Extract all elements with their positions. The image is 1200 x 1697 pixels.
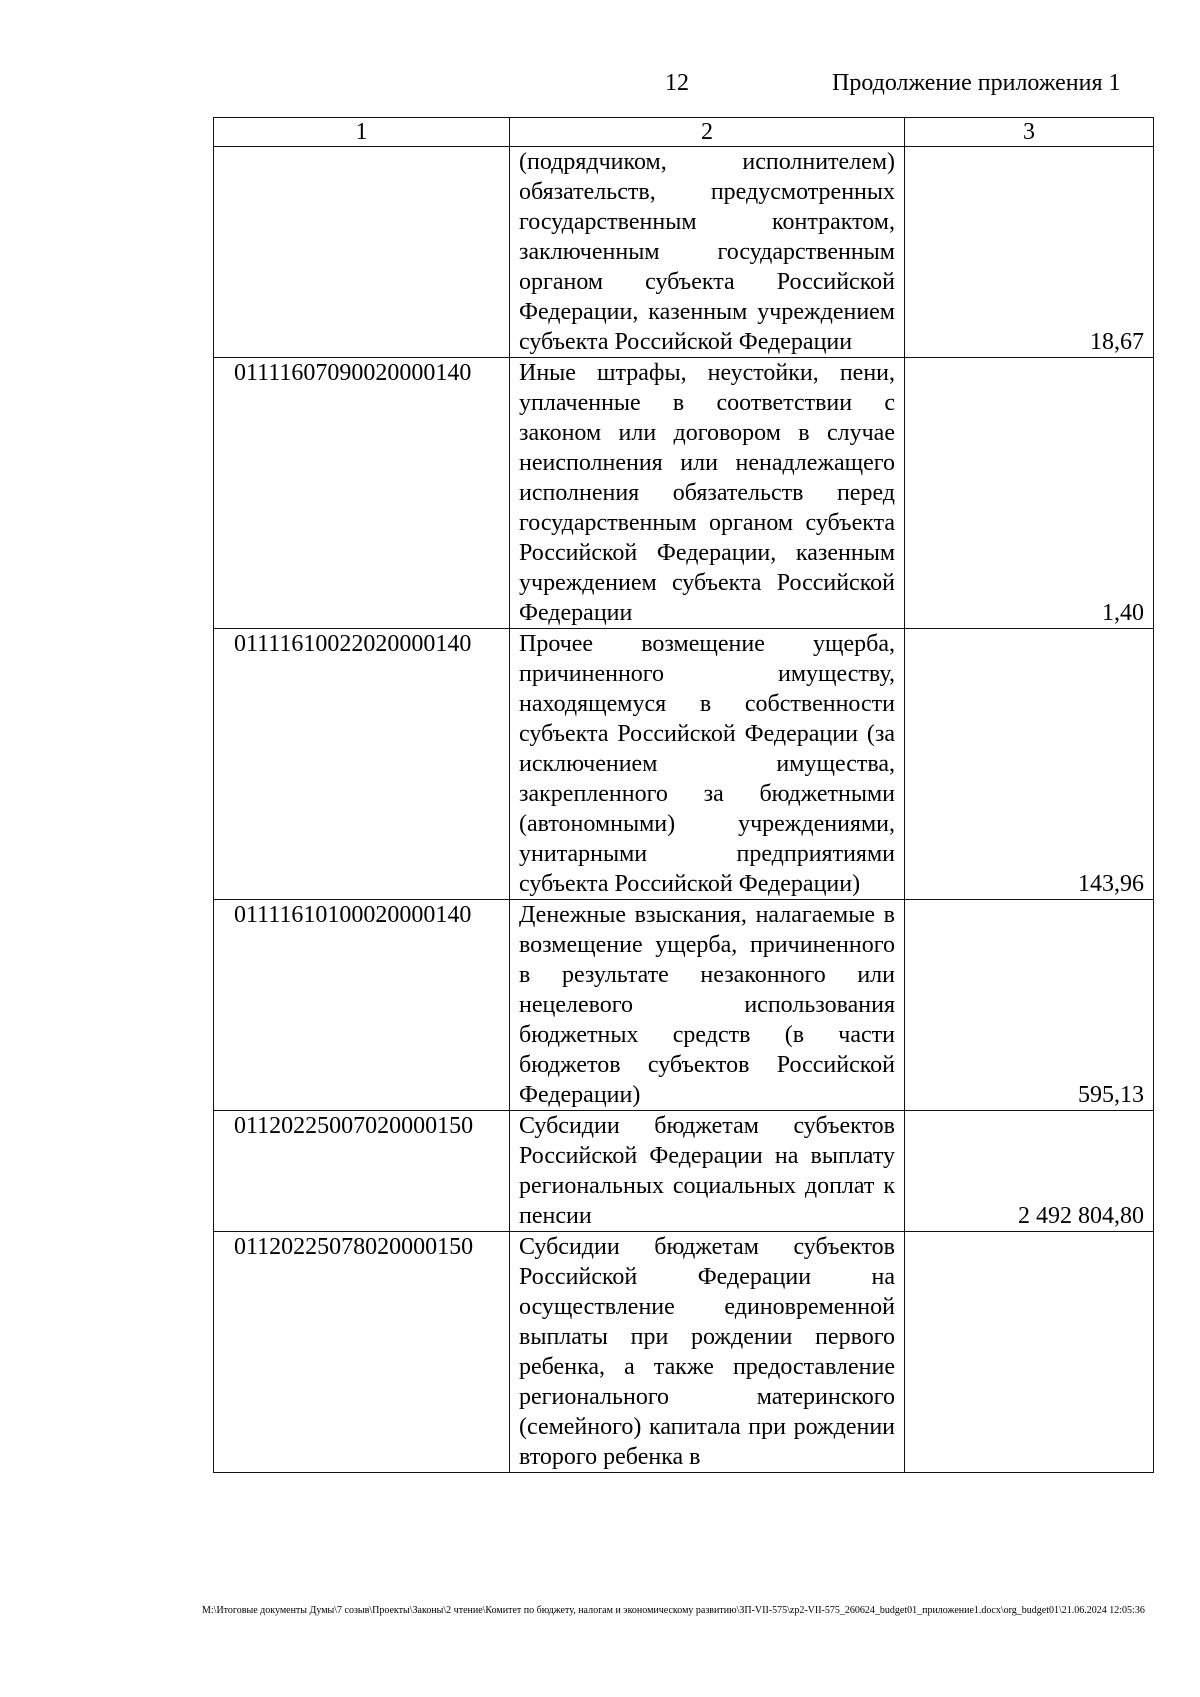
revenue-table [213,117,1154,1473]
row-description: Прочее возмещение ущерба, причиненного имуществу, находящемуся в собственности субъекта Российской Федерации (за исключением имущества, закрепленного за бюджетными (автономными) учреждениями, унитарными предприятиями субъекта Российской Федерации) [510,629,905,900]
column-header-2: 2 [510,118,905,147]
row-description: Денежные взыскания, налагаемые в возмещение ущерба, причиненного в результате незаконного или нецелевого использования бюджетных средств (в части бюджетов субъектов Российской Федерации) [510,900,905,1111]
table-header-row [214,118,1154,147]
row-code: 01111607090020000140 [214,358,510,629]
row-description: Субсидии бюджетам субъектов Российской Федерации на выплату региональных социальных доплат к пенсии [510,1111,905,1232]
row-code: 01120225007020000150 [214,1111,510,1232]
row-code: 01111610100020000140 [214,900,510,1111]
column-header-1: 1 [214,118,510,147]
row-amount: 18,67 [905,147,1154,358]
row-code: 01111610022020000140 [214,629,510,900]
row-description: Субсидии бюджетам субъектов Российской Федерации на осуществление единовременной выплаты при рождении первого ребенка, а также предоставление регионального материнского (семейного) капитала при рождении второго ребенка в [510,1232,905,1473]
row-amount: 595,13 [905,900,1154,1111]
continuation-label: Продолжение приложения 1 [832,70,1121,96]
row-code: 01120225078020000150 [214,1232,510,1473]
file-path-footer: M:\Итоговые документы Думы\7 созыв\Проекты\Законы\2 чтение\Комитет по бюджету, налогам и экономическому развитию\ЗП-VII-575\zp2-VII-575_260624_budget01_приложение1.docx\org_budget01\21.06.2024 12:05:36 [202,1605,1145,1616]
page-number: 12 [665,70,689,96]
table-row [214,900,1154,1111]
row-amount: 2 492 804,80 [905,1111,1154,1232]
row-amount: 1,40 [905,358,1154,629]
row-amount: 143,96 [905,629,1154,900]
row-code [214,147,510,358]
row-description: (подрядчиком, исполнителем) обязательств, предусмотренных государственным контрактом, заключенным государственным органом субъекта Российской Федерации, казенным учреждением субъекта Российской Федерации [510,147,905,358]
column-header-3: 3 [905,118,1154,147]
row-description: Иные штрафы, неустойки, пени, уплаченные в соответствии с законом или договором в случае неисполнения или ненадлежащего исполнения обязательств перед государственным органом субъекта Российской Федерации, казенным учреждением субъекта Российской Федерации [510,358,905,629]
table-row [214,629,1154,900]
table-row [214,1232,1154,1473]
table-row [214,358,1154,629]
row-amount [905,1232,1154,1473]
table-row [214,1111,1154,1232]
table-row [214,147,1154,358]
